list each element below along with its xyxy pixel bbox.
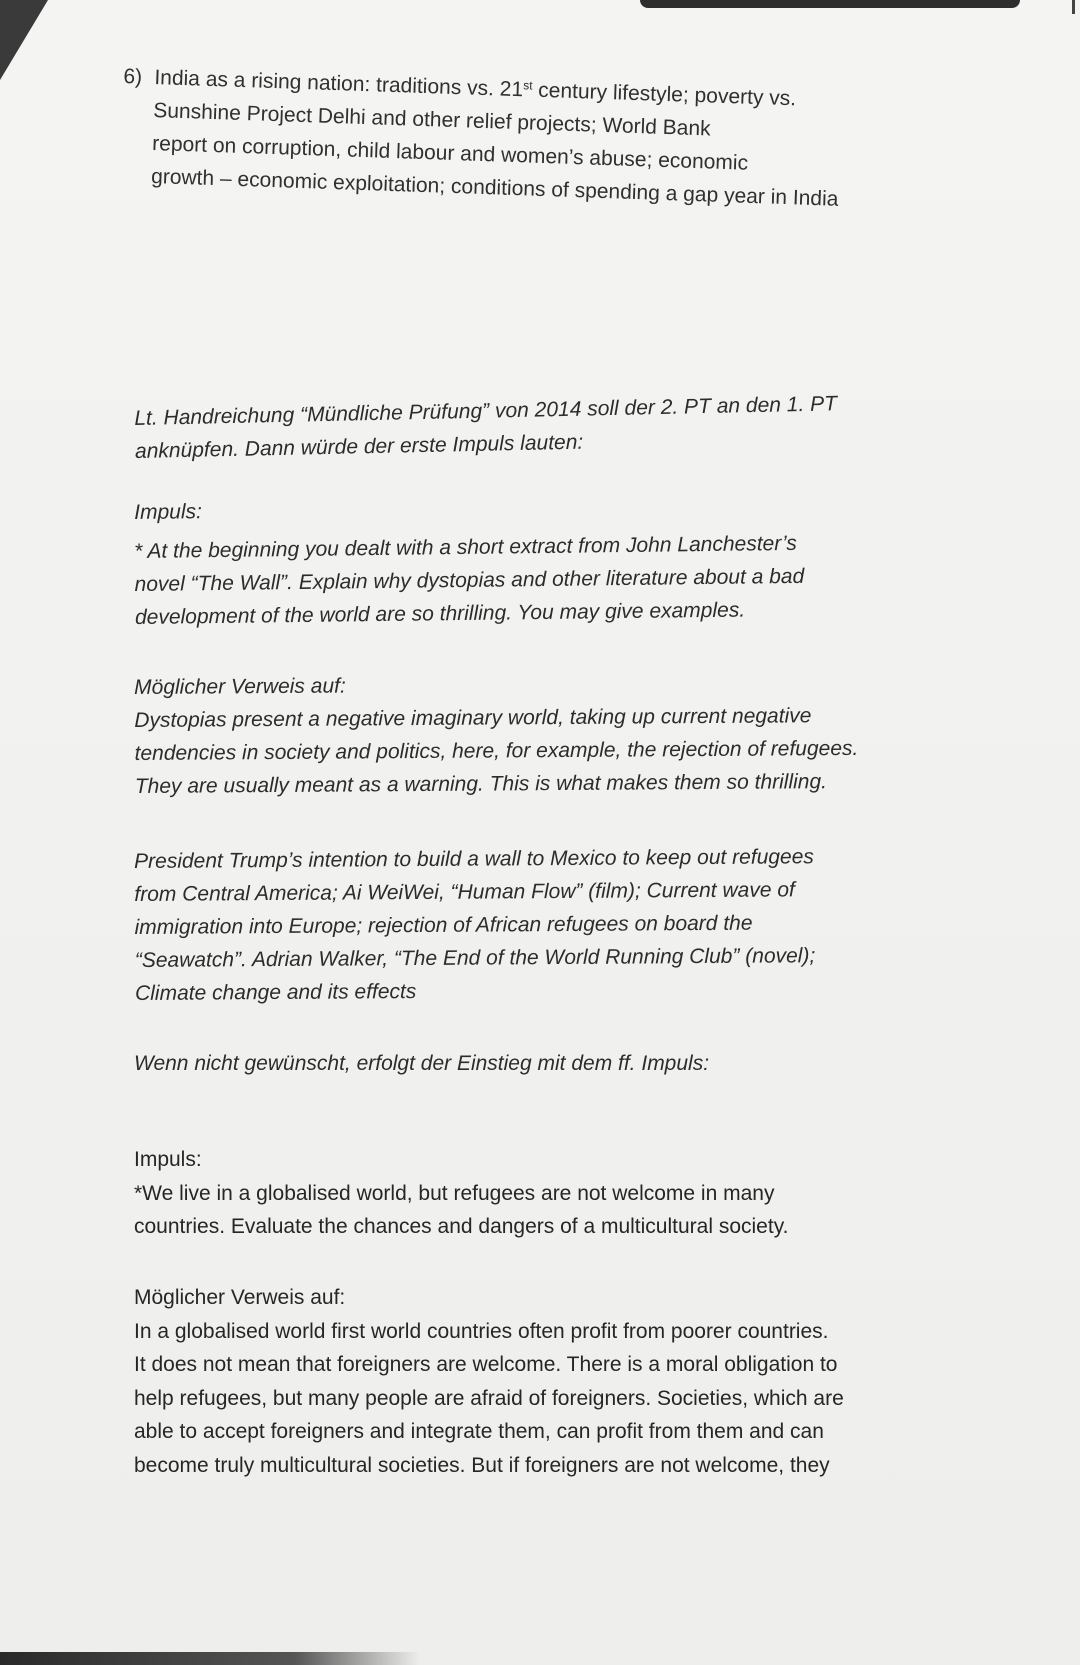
impulse-1-heading-block [134, 486, 964, 529]
page-top-edge-mark [1072, 0, 1075, 14]
impulse-1-heading: Impuls: [134, 500, 203, 524]
examples-line-2: from Central America; Ai WeiWei, “Human Flow” (film); Current wave of [134, 878, 795, 906]
reference-2-line-3: help refugees, but many people are afraid of foreigners. Societies, which are [134, 1386, 844, 1410]
examples-line-4: “Seawatch”. Adrian Walker, “The End of the World Running Club” (novel); [134, 944, 816, 972]
superscript: st [523, 78, 533, 93]
section-6-line-4: growth – economic exploitation; conditions of spending a gap year in India [150, 164, 839, 211]
alternative-note [134, 1047, 964, 1080]
reference-2 [134, 1281, 964, 1482]
reference-1-line-3: They are usually meant as a warning. This is what makes them so thrilling. [134, 770, 828, 798]
page-bottom-edge [0, 1652, 420, 1665]
reference-2-line-5: become truly multicultural societies. But if foreigners are not welcome, they [134, 1453, 830, 1477]
impulse-2-line-2: countries. Evaluate the chances and dangers of a multicultural society. [134, 1215, 789, 1238]
impulse-1-line-3: development of the world are so thrilling. You may give examples. [134, 598, 746, 629]
impulse-2 [134, 1143, 964, 1244]
reference-1-line-1: Dystopias present a negative imaginary world, taking up current negative [134, 704, 812, 732]
section-6-line-2: Sunshine Project Delhi and other relief projects; World Bank [152, 99, 711, 141]
section-6-line-1-rest: century lifestyle; poverty vs. [532, 78, 797, 111]
examples-line-1: President Trump’s intention to build a wall to Mexico to keep out refugees [134, 845, 814, 873]
note-line-2: anknüpfen. Dann würde der erste Impuls lauten: [134, 430, 584, 463]
section-6-line-3: report on corruption, child labour and women’s abuse; economic [151, 131, 749, 175]
section-6-line-1-text: India as a rising nation: traditions vs. 21 [154, 66, 524, 102]
reference-2-line-2: It does not mean that foreigners are welcome. There is a moral obligation to [134, 1353, 838, 1376]
impulse-1 [134, 525, 965, 634]
impulse-2-line-1: *We live in a globalised world, but refugees are not welcome in many [134, 1181, 775, 1205]
impulse-2-heading: Impuls: [134, 1148, 202, 1171]
reference-1-heading: Möglicher Verweis auf: [134, 674, 346, 699]
impulse-1-line-1: * At the beginning you dealt with a short extract from John Lanchester’s [134, 531, 797, 563]
reference-2-heading: Möglicher Verweis auf: [134, 1286, 346, 1309]
reference-2-line-4: able to accept foreigners and integrate them, can profit from them and can [134, 1420, 824, 1443]
section-number: 6) [123, 64, 143, 89]
note-line-1: Lt. Handreichung “Mündliche Prüfung” von 2014 soll der 2. PT an den 1. PT [134, 392, 838, 430]
reference-2-line-1: In a globalised world first world countries often profit from poorer countries. [134, 1319, 829, 1343]
examples-line-5: Climate change and its effects [134, 980, 417, 1005]
reference-1-line-2: tendencies in society and politics, here, for example, the rejection of refugees. [134, 736, 859, 765]
impulse-1-line-2: novel “The Wall”. Explain why dystopias and other literature about a bad [134, 564, 805, 596]
alternative-line: Wenn nicht gewünscht, erfolgt der Einstieg mit dem ff. Impuls: [134, 1052, 710, 1075]
page-corner-shadow [0, 0, 48, 80]
examples-line-3: immigration into Europe; rejection of African refugees on board the [134, 911, 753, 939]
reference-1 [134, 665, 965, 803]
section-6 [120, 60, 974, 220]
page-top-edge [640, 0, 1020, 8]
handreichung-note [134, 385, 965, 468]
examples [134, 839, 965, 1010]
